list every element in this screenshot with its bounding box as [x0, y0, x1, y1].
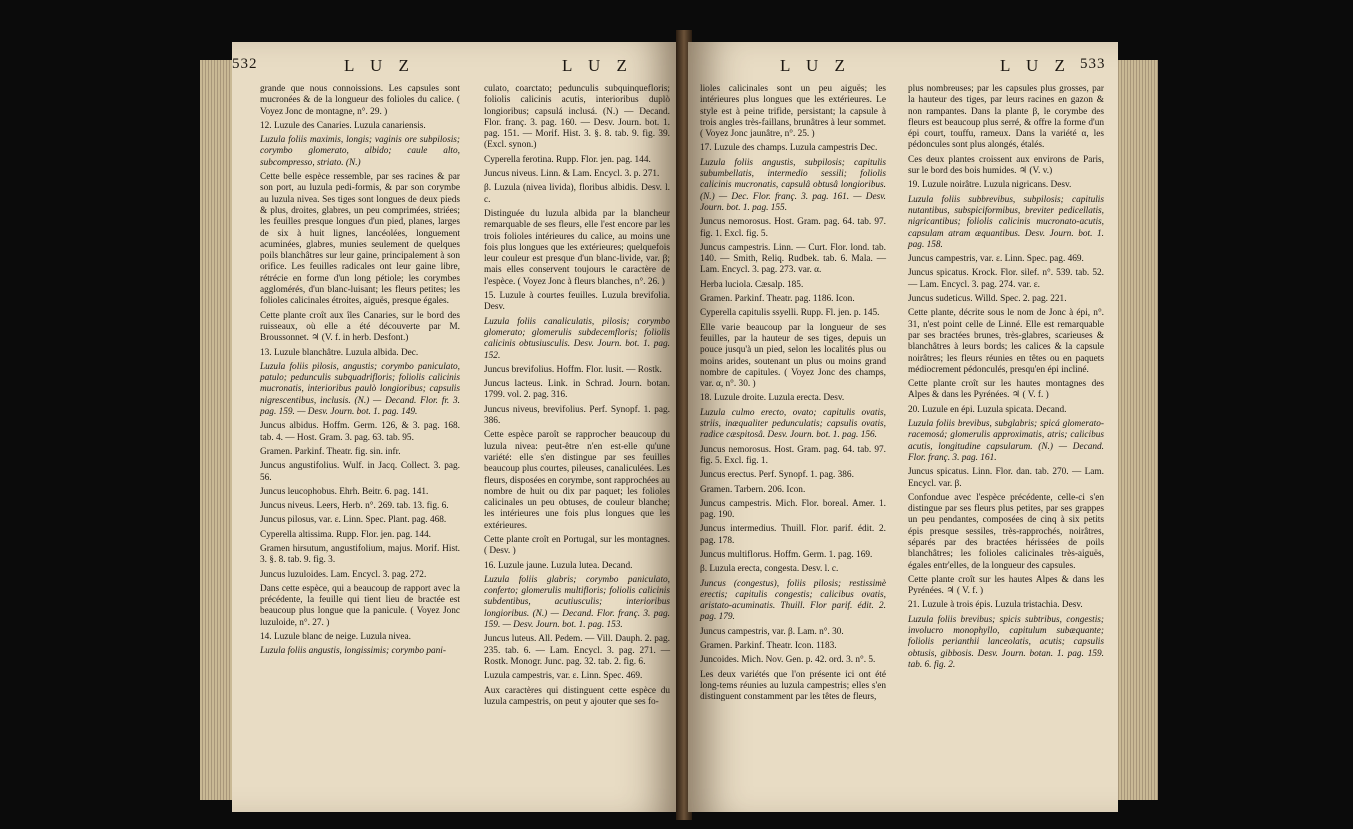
- header-title: L U Z: [780, 56, 851, 75]
- paragraph: Juncus niveus, brevifolius. Perf. Synopf. 1. pag. 386.: [484, 404, 670, 427]
- paragraph: Juncus (congestus), foliis pilosis; restissimè erectis; capitulis congestis; calicibus ovatis, aristato-acuminatis. Thuill. Flor parif. édit. 2. pag. 179.: [700, 578, 886, 623]
- paragraph: 15. Luzule à courtes feuilles. Luzula brevifolia. Desv.: [484, 291, 670, 313]
- paragraph: Luzula campestris, var. ε. Linn. Spec. 469.: [484, 671, 643, 682]
- header-title: L U Z: [344, 56, 415, 75]
- paragraph: Cette plante, décrite sous le nom de Jonc à épi, n°. 31, n'est point celle de Linné. Elle est remarquable par ses bractées brunes, très-glabres, scarieuses & blanchâtres à leurs bords; les calices & la capsule noirâtres; les fleurs réunies en têtes ou en paquets médiocrement pédonculés, presqu'en épi incliné.: [908, 308, 1104, 375]
- paragraph: Herba luciola. Cæsalp. 185.: [700, 279, 804, 290]
- paragraph: 14. Luzule blanc de neige. Luzula nivea.: [260, 632, 412, 643]
- text-column-2: [484, 84, 670, 711]
- paragraph: Luzula foliis subbrevibus, subpilosis; capitulis nutantibus, subspiciformibus, breviter pedicellatis, nigricantibus; foliolis calicinis mucronato-acutis, capsulam atram æquantibus. Desv. Journ. bot. 1. pag. 158.: [908, 194, 1104, 250]
- paragraph: Gramen. Parkinf. Theatr. Icon. 1183.: [700, 641, 837, 652]
- paragraph: β. Luzula erecta, congesta. Desv. l. c.: [700, 564, 839, 575]
- paragraph: Juncus lacteus. Link. in Schrad. Journ. botan. 1799. vol. 2. pag. 316.: [484, 379, 670, 401]
- paragraph: Luzula foliis maximis, longis; vaginis ore subpilosis; corymbo glomerato, albido; caule alto, subcompresso, striato. (N.): [260, 135, 460, 168]
- paragraph: Juncus nemorosus. Host. Gram. pag. 64. tab. 97. fig. 1. Excl. fig. 5.: [700, 217, 886, 239]
- paragraph: 18. Luzule droite. Luzula erecta. Desv.: [700, 393, 845, 404]
- paragraph: Gramen. Parkinf. Theatr. pag. 1186. Icon.: [700, 294, 855, 305]
- text-column-1: [260, 84, 460, 661]
- page-number: 533: [1080, 56, 1106, 72]
- paragraph: 20. Luzule en épi. Luzula spicata. Decand.: [908, 404, 1067, 415]
- paragraph: Ces deux plantes croissent aux environs de Paris, sur le bord des bois humides. ♃ (V. v.): [908, 154, 1104, 177]
- paragraph: Cyperella ferotina. Rupp. Flor. jen. pag. 144.: [484, 154, 651, 165]
- text-column-2: [908, 84, 1104, 674]
- paragraph: 13. Luzule blanchâtre. Luzula albida. Dec.: [260, 347, 419, 358]
- text-column-1: [700, 84, 886, 707]
- paragraph: Luzula foliis angustis, subpilosis; capitulis subumbellatis, intermedio sessili; foliolis calicinis mucronatis, capsulâ obtusâ longioribus. (N.) — Dec. Flor. franç. 3. pag. 161. — Desv. Journ. bot. 1. pag. 155.: [700, 157, 886, 213]
- paragraph: 17. Luzule des champs. Luzula campestris Dec.: [700, 143, 878, 154]
- paragraph: grande que nous connoissions. Les capsules sont mucronées & de la longueur des folioles du calice. ( Voyez Jonc de montagne, n°. 29. ): [260, 84, 460, 117]
- paragraph: Juncus erectus. Perf. Synopf. 1. pag. 386.: [700, 470, 854, 481]
- right-page: [688, 42, 1118, 812]
- paragraph: 19. Luzule noirâtre. Luzula nigricans. Desv.: [908, 180, 1072, 191]
- paragraph: Juncoides. Mich. Nov. Gen. p. 42. ord. 3. n°. 5.: [700, 655, 876, 666]
- paragraph: Cyperella capitulis ssyelli. Rupp. Fl. jen. p. 145.: [700, 308, 880, 319]
- paragraph: Dans cette espèce, qui a beaucoup de rapport avec la précédente, la feuille qui tient lieu de bractée est beaucoup plus longue que la panicule. ( Voyez Jonc luzuloide, n°. 27. ): [260, 583, 460, 628]
- paragraph: Juncus campestris. Linn. — Curt. Flor. lond. tab. 140. — Smith, Reliq. Rudbek. tab. 6. Mala. — Lam. Encycl. 3. pag. 273. var. α.: [700, 242, 886, 276]
- paragraph: Cette plante croît sur les hautes Alpes & dans les Pyrénées. ♃ ( V. f. ): [908, 574, 1104, 597]
- paragraph: Juncus campestris. Mich. Flor. boreal. Amer. 1. pag. 190.: [700, 498, 886, 521]
- paragraph: Aux caractères qui distinguent cette espèce du luzula campestris, on peut y ajouter que ses fo-: [484, 685, 670, 707]
- paragraph: Distinguée du luzula albida par la blancheur remarquable de ses fleurs, elle l'est encore par les trois folioles intérieures du calice, au moins une fois plus longues que les extérieures; quelquefois leur couleur est presque d'un blanc-livide, var. β; mais elles conservent toujours le caractère de l'espèce. ( Voyez Jonc à fleurs blanches, n°. 26. ): [484, 208, 670, 287]
- paragraph: 12. Luzule des Canaries. Luzula canariensis.: [260, 120, 426, 131]
- book-page-edges-right: [1116, 60, 1158, 800]
- paragraph: Juncus luteus. All. Pedem. — Vill. Dauph. 2. pag. 235. tab. 6. — Lam. Encycl. 3. pag. 271. — Rostk. Monogr. Junc. pag. 32. tab. 2. fig. 6.: [484, 634, 670, 667]
- paragraph: Juncus spicatus. Krock. Flor. silef. n°. 539. tab. 52. — Lam. Encycl. 3. pag. 274. var. ε.: [908, 268, 1104, 290]
- paragraph: Juncus leucophobus. Ehrh. Beitr. 6. pag. 141.: [260, 486, 429, 497]
- paragraph: Juncus nemorosus. Host. Gram. pag. 64. tab. 97. fig. 5. Excl. fig. 1.: [700, 444, 886, 466]
- paragraph: Juncus pilosus, var. ε. Linn. Spec. Plant. pag. 468.: [260, 515, 447, 526]
- paragraph: Confondue avec l'espèce précédente, celle-ci s'en distingue par ses fleurs plus petites, par ses grappes un peu pendantes, composées de cinq à six petits épis presque sessiles, très-rapprochés, noirâtres, séparés par des bractées hérissées de poils blanchâtres; les folioles calicinales très-aiguës, égales entr'elles, de la longueur des capsules.: [908, 492, 1104, 571]
- paragraph: lioles calicinales sont un peu aiguës; les intérieures plus longues que les extérieures. Le style est à peine trifide, persistant; la capsule à trois angles très-faillans, brunâtres à leur sommet. ( Voyez Jonc jaunâtre, n°. 25. ): [700, 84, 886, 140]
- paragraph: Cette plante croît aux îles Canaries, sur le bord des ruisseaux, où elle a été découverte par M. Broussonnet. ♃ (V. f. in herb. Desfont.): [260, 310, 460, 344]
- paragraph: Luzula foliis brevibus, subglabris; spicá glomerato-racemosá; glomerulis approximatis, atris; calicibus acutis, longitudine capsularum. (N.) — Decand. Flor. franç. 3. pag. 161.: [908, 419, 1104, 463]
- paragraph: Cette espèce paroît se rapprocher beaucoup du luzula nivea: peut-être n'en est-elle qu'une variété: elle s'en distingue par ses feuilles beaucoup plus courtes, pileuses, canaliculées. Les fleurs, disposées en corymbe, sont rapprochées au nombre de huit ou dix par paquet; les folioles calicinales un peu obtuses, de couleur blanche; les intérieures une fois plus longues que les extérieures.: [484, 430, 670, 531]
- paragraph: Juncus campestris, var. β. Lam. n°. 30.: [700, 626, 844, 637]
- paragraph: Juncus brevifolius. Hoffm. Flor. lusit. — Rostk.: [484, 364, 662, 375]
- paragraph: Luzula foliis canaliculatis, pilosis; corymbo glomerato; glomerulis subdecemfloris; foliolis calicinis obtusiusculis. Desv. Journ. bot. 1. pag. 152.: [484, 316, 670, 361]
- paragraph: Gramen. Tarbern. 206. Icon.: [700, 484, 806, 495]
- paragraph: Juncus albidus. Hoffm. Germ. 126, & 3. pag. 168. tab. 4. — Host. Gram. 3. pag. 63. tab. 95.: [260, 421, 460, 443]
- paragraph: Elle varie beaucoup par la longueur de ses feuilles, par la hauteur de ses tiges, depuis un pouce jusqu'à un pied, selon les localités plus ou moins arides, soutenant un plus ou moins grand nombre de capitules. ( Voyez Jonc des champs, var. α, n°. 30. ): [700, 322, 886, 390]
- paragraph: Luzula foliis glabris; corymbo paniculato, confertо; glomerulis multifloris; foliolis calicinis subdentibus, acutiusculis; interioribus longioribus. (N.) — Decand. Flor. franç. 3. pag. 159. — Desv. Journ. bot. 1. pag. 153.: [484, 574, 670, 631]
- paragraph: Cette belle espèce ressemble, par ses racines & par son port, au luzula pedi-formis, & par son corymbe au luzula nivea. Ses tiges sont longues de deux pieds & plus, droites, glabres, un peu comprimées, striées; les feuilles presque longues d'un pied, planes, larges de six à huit lignes, lancéolées, longuement acuminées, glabres, munies seulement de quelques poils blanchâtres sur leur gaine, principalement à son orifice. Les feuilles radicales ont leur gaine libre, rétrécie en forme d'un long pétiole; les corymbes agglomérés, d'un blanc-luisant; les fleurs petites; les folioles calicinales étroites, aiguës, presque égales.: [260, 172, 460, 307]
- paragraph: Juncus angustifolius. Wulf. in Jacq. Collect. 3. pag. 56.: [260, 461, 460, 483]
- paragraph: Juncus multiflorus. Hoffm. Germ. 1. pag. 169.: [700, 549, 873, 560]
- paragraph: Juncus spicatus. Linn. Flor. dan. tab. 270. — Lam. Encycl. var. β.: [908, 467, 1104, 489]
- paragraph: Juncus intermedius. Thuill. Flor. parif. édit. 2. pag. 178.: [700, 524, 886, 546]
- paragraph: Cette plante croît en Portugal, sur les montagnes. ( Desv. ): [484, 534, 670, 557]
- paragraph: Cette plante croît sur les hautes montagnes des Alpes & dans les Pyrénées. ♃ ( V. f. ): [908, 379, 1104, 401]
- paragraph: Juncus sudeticus. Willd. Spec. 2. pag. 221.: [908, 294, 1067, 305]
- header-title-secondary: L U Z: [562, 56, 633, 75]
- paragraph: culato, coarctato; pedunculis subquinquefloris; foliolis calicinis acutis, interioribus duplò longioribus; capsulá inclusá. (N.) — Decand. Flor. franç. 3. pag. 160. — Desv. Journ. bot. 1. pag. 151. — Morif. Hist. 3. §. 8. tab. 9. fig. 39. (Excl. synon.): [484, 84, 670, 151]
- paragraph: Juncus niveus. Linn. & Lam. Encycl. 3. p. 271.: [484, 169, 660, 180]
- paragraph: Gramen. Parkinf. Theatr. fig. sin. infr.: [260, 446, 401, 457]
- paragraph: Luzula foliis pilosis, angustis; corymbo paniculato, patulo; pedunculis subquadrifloris; foliolis calicinis mucronatis, interioribus paulò longioribus; capsulis nigrescentibus, inclusis. (N.) — Decand. Flor. fr. 3. pag. 159. — Desv. Journ. bot. 1. pag. 149.: [260, 361, 460, 418]
- paragraph: Juncus niveus. Leers, Herb. n°. 269. tab. 13. fig. 6.: [260, 501, 449, 512]
- book-page-edges-left: [200, 60, 234, 800]
- header-title-secondary: L U Z: [1000, 56, 1071, 75]
- page-number: 532: [232, 56, 258, 72]
- paragraph: Les deux variétés que l'on présente ici ont été long-tems réunies au luzula campestris; elles s'en distinguent constamment par les têtes de fleurs,: [700, 669, 886, 703]
- paragraph: 21. Luzule à trois épis. Luzula tristachia. Desv.: [908, 600, 1083, 611]
- paragraph: Luzula foliis angustis, longissimis; corymbo pani-: [260, 646, 446, 657]
- paragraph: plus nombreuses; par les capsules plus grosses, par la hauteur des tiges, par leurs racines en gazon & non rampantes. Dans la plante β, le corymbe des fleurs est beaucoup plus serré, & offre la forme d'un épi court, touffu, rameux. Dans la variété α, les pédoncules sont plus alongés, étalés.: [908, 84, 1104, 151]
- paragraph: Cyperella altissima. Rupp. Flor. jen. pag. 144.: [260, 529, 431, 540]
- paragraph: Juncus campestris, var. ε. Linn. Spec. pag. 469.: [908, 254, 1084, 265]
- paragraph: 16. Luzule jaune. Luzula lutea. Decand.: [484, 560, 633, 571]
- paragraph: β. Luzula (nivea livida), floribus albidis. Desv. l. c.: [484, 183, 670, 205]
- paragraph: Gramen hirsutum, angustifolium, majus. Morif. Hist. 3. §. 8. tab. 9. fig. 3.: [260, 543, 460, 566]
- paragraph: Luzula foliis brevibus; spicis subtribus, congestis; involucro monophyllo, capitulum subæquante; foliolis perianthii lanceolatis, acutis; capsulis obtusis, gibbosis. Desv. Journ. botan. 1. pag. 159. tab. 6. fig. 2.: [908, 614, 1104, 670]
- paragraph: Luzula culmo erecto, ovato; capitulis ovatis, striis, inæqualiter pedunculatis; capsulis ovatis, radice cæspitosâ. Desv. Journ. bot. 1. pag. 156.: [700, 407, 886, 441]
- paragraph: Juncus luzuloides. Lam. Encycl. 3. pag. 272.: [260, 569, 427, 580]
- left-page: [232, 42, 680, 812]
